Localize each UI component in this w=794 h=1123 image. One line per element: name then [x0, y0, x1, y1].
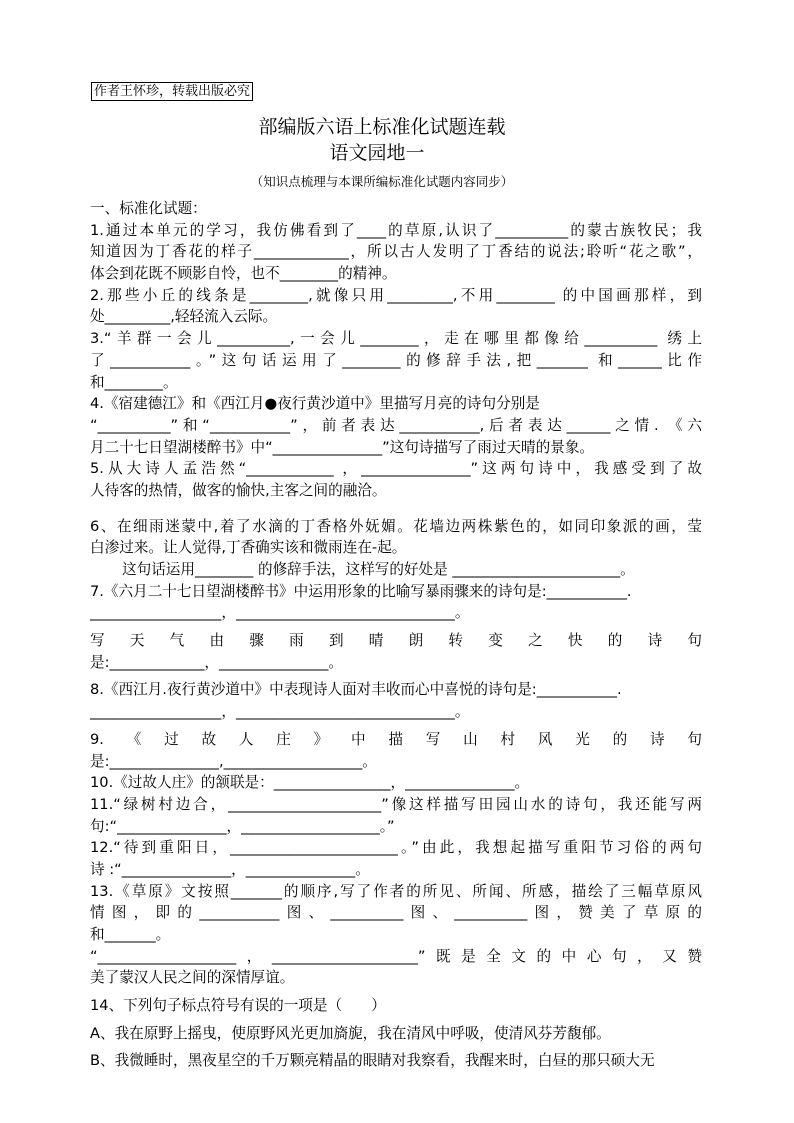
question-line: 4.《宿建德江》和《西江月●夜行黄沙道中》里描写月亮的诗句分别是	[90, 395, 540, 413]
question-line: __________________，______________________________。	[90, 604, 470, 622]
author-note: 作者王怀珍，转载出版必究	[91, 82, 253, 101]
question-line: 2.那些小丘的线条是________,就像只用_________,不用________ 的中国画那样，到	[90, 286, 702, 304]
question-line: “__________”和“___________”，前者表达___________,后者表达______之情. 《六	[90, 416, 702, 434]
question-line: 写天气由骤雨到晴朗转变之快的诗句	[90, 632, 702, 650]
question-line: 是:_____________，_______________。	[90, 653, 344, 671]
question-line: 14、下列句子标点符号有误的一项是（ ）	[90, 997, 386, 1015]
worksheet-body	[90, 198, 702, 1072]
question-line: 9.《过故人庄》中描写山村风光的诗句	[90, 730, 702, 748]
page-title: 部编版六语上标准化试题连载	[258, 116, 506, 138]
question-line: 句:“_______________，___________________。”	[90, 817, 395, 835]
question-line: 诗 :“_______________，_______________。	[90, 860, 370, 878]
question-line: 8.《西江月.夜行黄沙道中》中表现诗人面对丰收而心中喜悦的诗句是:___________.	[90, 681, 622, 699]
section-heading: 一、标准化试题：	[90, 200, 207, 217]
question-line: 1.通过本单元的学习，我仿佛看到了____的草原,认识了__________的蒙古族牧民；我	[90, 221, 702, 239]
question-line: 5.从大诗人孟浩然“____________ ，_______________”这两句诗中，我感受到了故	[90, 460, 702, 478]
question-line: 人待客的热情，做客的愉快,主客之间的融洽。	[90, 481, 387, 499]
question-line: __________________，______________________________。	[90, 703, 470, 721]
question-line: 情图，即的___________图、__________图、__________图，赞美了草原的	[90, 904, 702, 922]
question-line: 月二十七日望湖楼醉书》中“_______________”这句诗描写了雨过天晴的景象。	[90, 438, 595, 456]
question-line: 体会到花既不顾影自怜，也不________的精神。	[90, 265, 397, 283]
question-line: 知道因为丁香花的样子_____________，所以古人发明了丁香结的说法;聆听“花之歌”，	[90, 243, 702, 261]
question-line: 白渗过来。让人觉得,丁香确实该和微雨连在-起。	[90, 539, 407, 557]
question-line: 7.《六月二十七日望湖楼醉书》中运用形象的比喻写暴雨骤来的诗句是:___________.	[90, 582, 632, 600]
question-line: 3.“羊群一会儿__________,一会儿________，走在哪里都像给__________ 绣上	[90, 330, 702, 348]
question-line: 6、在细雨迷蒙中,着了水滴的丁香格外妩媚。花墙边两株紫色的，如同印象派的画，莹	[90, 517, 702, 535]
question-line: 13.《草原》文按照_______的顺序,写了作者的所见、所闻、所感，描绘了三幅草原风	[90, 882, 702, 900]
question-line: 12.“待到重阳日，_______________________。”由此，我想起描写重阳节习俗的两句	[90, 839, 702, 857]
question-line: 了___________。”这句话运用了________的修辞手法,把_______ 和______比作	[90, 351, 702, 369]
question-line: 美了蒙汉人民之间的深情厚谊。	[90, 969, 295, 987]
question-line: 这句话运用________ 的修辞手法，这样写的好处是 _______________________。	[122, 561, 635, 578]
question-line: 10.《过故人庄》的颔联是：________________，_______________。	[90, 774, 530, 792]
option-a: A、我在原野上摇曳，使原野风光更加旖旎，我在清风中呼吸，使清风芬芳馥郁。	[90, 1024, 611, 1042]
question-line: 11.“绿树村边合，_____________________”像这样描写田园山水的诗句，我还能写两	[90, 795, 702, 813]
question-line: “___________________，____________________”既是全文的中心句，又赞	[90, 947, 702, 965]
question-line: 是:_______________,___________________。	[90, 752, 377, 770]
question-line: 和________。	[90, 373, 178, 391]
option-b: B、我微睡时，黑夜星空的千万颗亮精晶的眼睛对我察看，我醒来时，白昼的那只硕大无	[90, 1052, 655, 1070]
subtitle-note: （知识点梳理与本课所编标准化试题内容同步）	[250, 174, 514, 189]
page-subtitle: 语文园地一	[329, 142, 425, 164]
question-line: 处_________,轻轻流入云际。	[90, 308, 278, 326]
question-line: 和_______。	[90, 926, 171, 943]
